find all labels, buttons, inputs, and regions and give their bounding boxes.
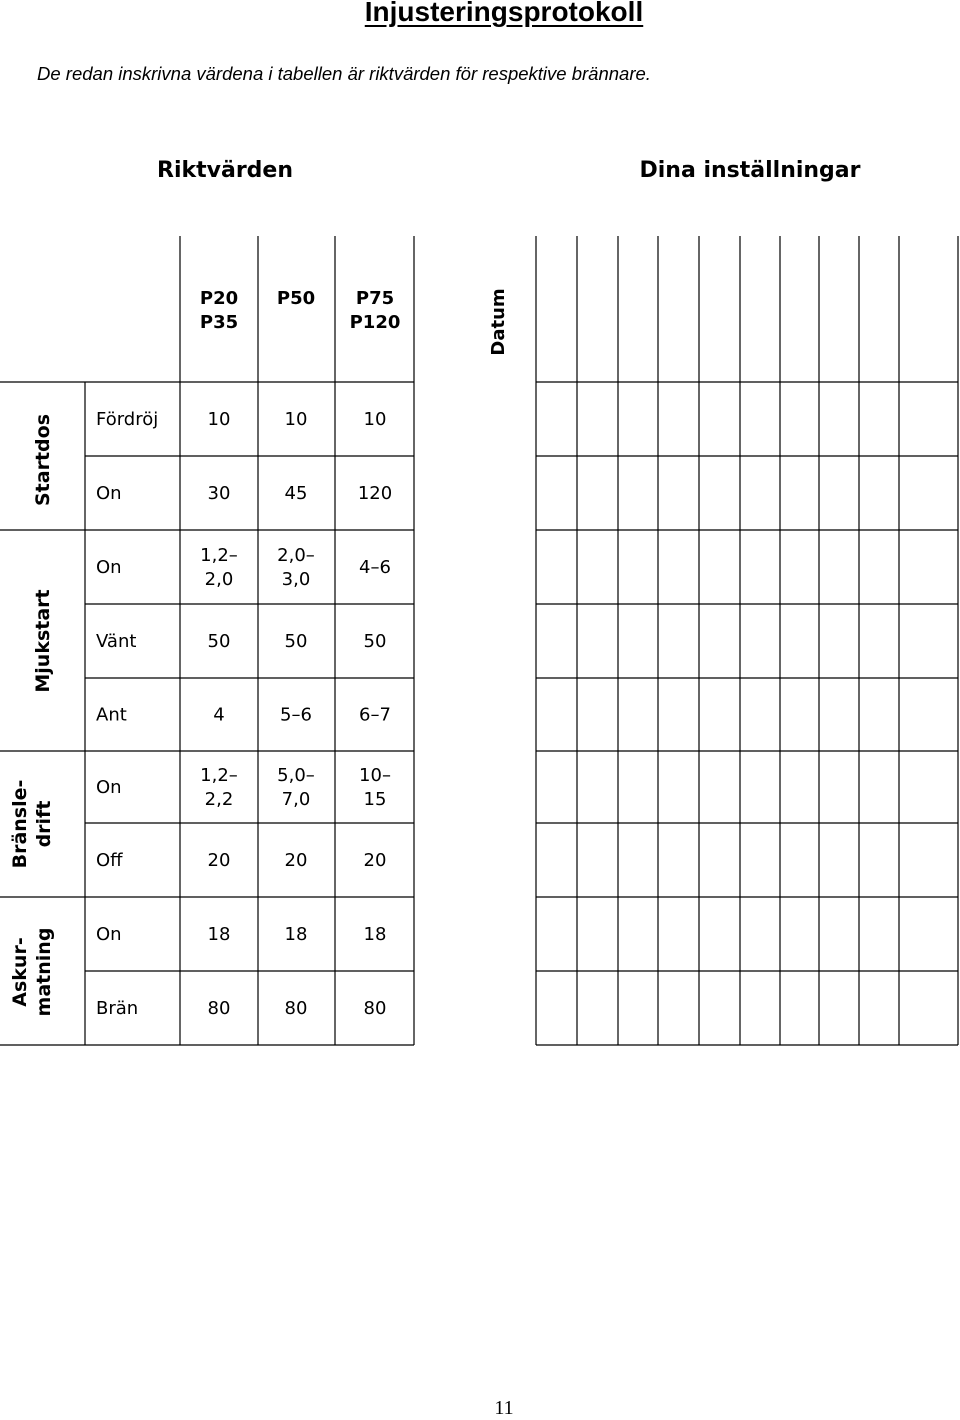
value-cell-p20-p35: 1,2– 2,0: [200, 545, 238, 590]
value-cell-p50: 5–6: [280, 704, 312, 726]
value-cell-p50: 50: [284, 631, 308, 652]
row-label: Ant: [96, 704, 127, 726]
value-cell-p50: 5,0– 7,0: [277, 765, 315, 810]
row-label: On: [96, 483, 122, 504]
group-label-bransledrift: Bränsle- drift: [9, 779, 55, 869]
value-cell-p75-p120: 120: [357, 483, 393, 504]
value-cell-p50: 2,0– 3,0: [277, 545, 315, 590]
group-label-mjukstart: Mjukstart: [32, 589, 54, 693]
value-cell-p75-p120: 80: [363, 998, 387, 1019]
column-header-datum: Datum: [488, 288, 509, 356]
section-heading-riktvarden: Riktvärden: [157, 158, 293, 183]
value-cell-p20-p35: 20: [207, 850, 231, 871]
row-label: On: [96, 777, 122, 798]
value-cell-p20-p35: 4: [213, 704, 225, 726]
value-cell-p50: 18: [284, 924, 308, 945]
value-cell-p20-p35: 1,2– 2,2: [200, 765, 238, 810]
value-cell-p75-p120: 10: [363, 409, 387, 430]
column-header-p20-p35: P20 P35: [199, 288, 239, 333]
value-cell-p75-p120: 50: [363, 631, 387, 652]
column-header-p50: P50: [276, 288, 316, 309]
value-cell-p20-p35: 18: [207, 924, 231, 945]
value-cell-p20-p35: 80: [207, 998, 231, 1019]
page-number: 11: [494, 1397, 514, 1419]
row-label: On: [96, 557, 122, 578]
section-heading-dina-installningar: Dina inställningar: [639, 158, 861, 183]
value-cell-p20-p35: 50: [207, 631, 231, 652]
value-cell-p50: 45: [284, 483, 308, 504]
row-label: Brän: [96, 998, 139, 1019]
value-cell-p20-p35: 30: [207, 483, 231, 504]
row-label: On: [96, 924, 122, 945]
value-cell-p75-p120: 18: [363, 924, 387, 945]
row-label: Off: [96, 850, 123, 871]
value-cell-p50: 10: [284, 409, 308, 430]
value-cell-p75-p120: 10– 15: [359, 765, 391, 810]
value-cell-p20-p35: 10: [207, 409, 231, 430]
value-cell-p50: 80: [284, 998, 308, 1019]
value-cell-p75-p120: 6–7: [359, 704, 391, 726]
page-subtitle: De redan inskrivna värdena i tabellen är riktvärden för respektive brännare.: [37, 63, 651, 84]
page-title: Injusteringsprotokoll: [364, 0, 644, 27]
value-cell-p75-p120: 4–6: [359, 557, 391, 578]
value-cell-p50: 20: [284, 850, 308, 871]
row-label: Fördröj: [96, 409, 159, 430]
group-label-askurmatning: Askur- matning: [9, 927, 55, 1017]
group-label-startdos: Startdos: [32, 413, 54, 507]
column-header-p75-p120: P75 P120: [349, 288, 401, 333]
row-label: Vänt: [96, 631, 137, 652]
value-cell-p75-p120: 20: [363, 850, 387, 871]
